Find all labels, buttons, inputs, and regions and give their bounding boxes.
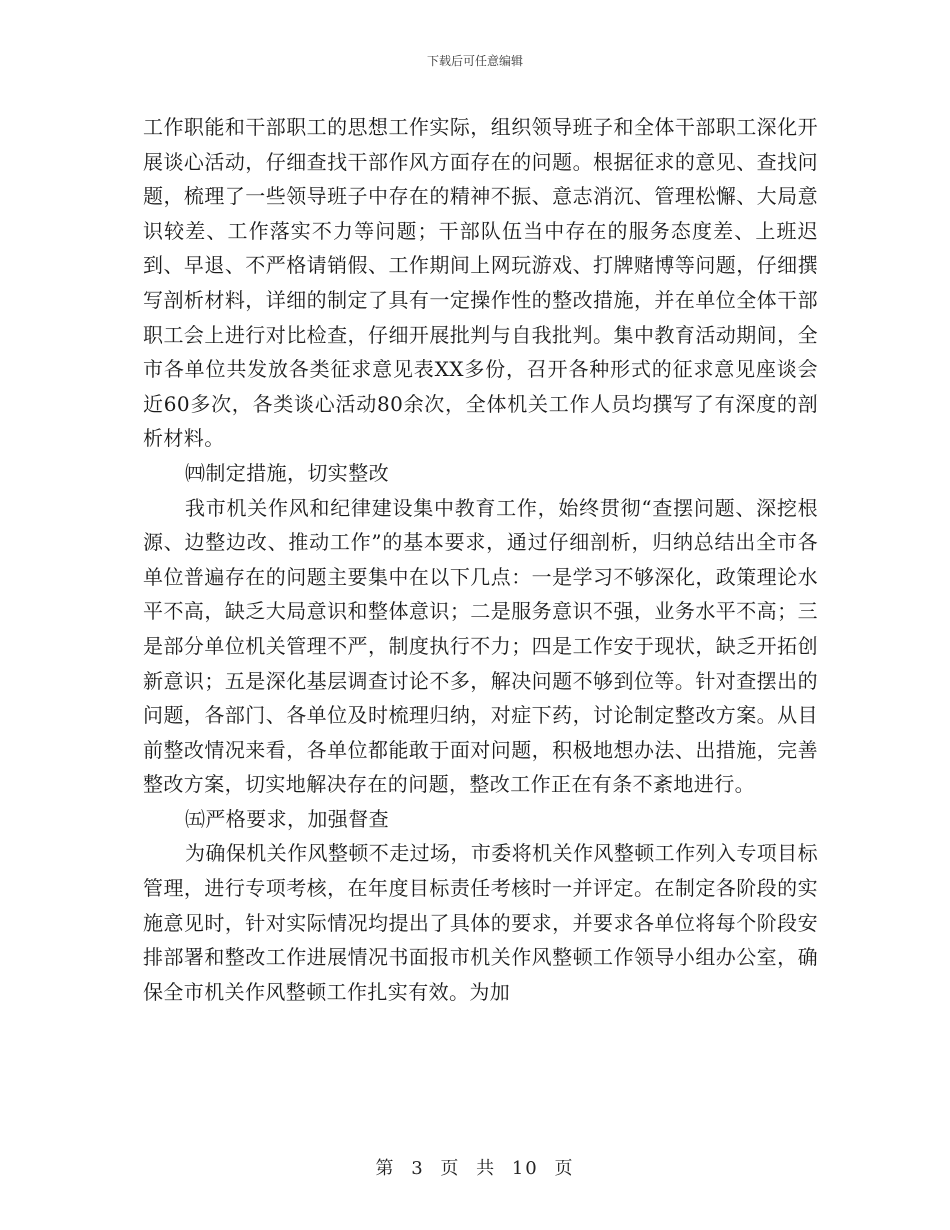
paragraph-continued: 工作职能和干部职工的思想工作实际，组织领导班子和全体干部职工深化开展谈心活动，仔细查找干部作风方面存在的问题。根据征求的意见、查找问题，梳理了一些领导班子中存在的精神不振、意志消沉、管理松懈、大局意识较差、工作落实不力等问题；干部队伍当中存在的服务态度差、上班迟到、早退、不严格请销假、工作期间上网玩游戏、打牌赌博等问题，仔细撰写剖析材料，详细的制定了具有一定操作性的整改措施，并在单位全体干部职工会上进行对比检查，仔细开展批判与自我批判。集中教育活动期间，全市各单位共发放各类征求意见表XX多份，召开各种形式的征求意见座谈会近60多次，各类谈心活动80余次，全体机关工作人员均撰写了有深度的剖析材料。 [143,115,818,451]
paragraph-section-5: 为确保机关作风整顿不走过场，市委将机关作风整顿工作列入专项目标管理，进行专项考核，在年度目标责任考核时一并评定。在制定各阶段的实施意见时，针对实际情况均提出了具体的要求，并要求各单位将每个阶段安排部署和整改工作进展情况书面报市机关作风整顿工作领导小组办公室，确保全市机关作风整顿工作扎实有效。为加 [143,841,818,1004]
paragraph-section-4: 我市机关作风和纪律建设集中教育工作，始终贯彻“查摆问题、深挖根源、边整边改、推动工作”的基本要求，通过仔细剖析，归纳总结出全市各单位普遍存在的问题主要集中在以下几点：一是学习不够深化，政策理论水平不高，缺乏大局意识和整体意识；二是服务意识不强，业务水平不高；三是部分单位机关管理不严，制度执行不力；四是工作安于现状，缺乏开拓创新意识；五是深化基层调查讨论不多，解决问题不够到位等。针对查摆出的问题，各部门、各单位及时梳理归纳，对症下药，讨论制定整改方案。从目前整改情况来看，各单位都能敢于面对问题，积极地想办法、出措施，完善整改方案，切实地解决存在的问题，整改工作正在有条不紊地进行。 [143,495,818,797]
section-heading-4: ㈣制定措施，切实整改 [185,460,389,485]
section-heading-5: ㈤严格要求，加强督查 [185,806,389,831]
page-number-footer: 第 3 页 共 10 页 [375,1158,575,1179]
document-body [143,110,818,1009]
page-header-note: 下载后可任意编辑 [426,54,523,68]
